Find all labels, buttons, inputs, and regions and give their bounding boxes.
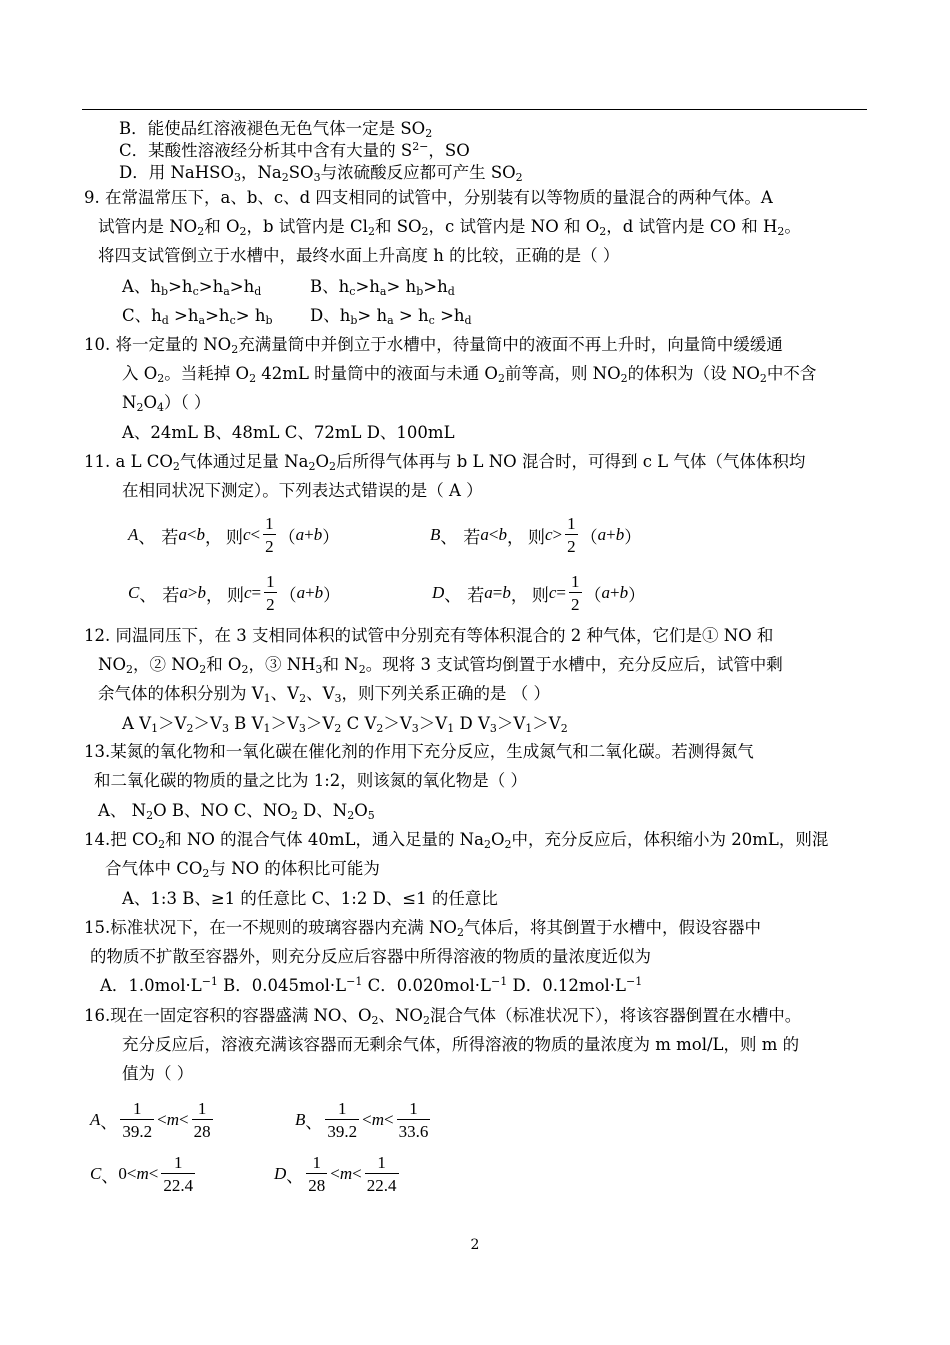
- q11-option-a: A 、 若 a < b ， 则 c < $\frac{1}{2}$ （ a + b ）: [128, 514, 340, 556]
- q16-option-d: D 、 $\frac{1}{28}$ < m < $\frac{1}{22.4}$: [274, 1153, 397, 1195]
- q16-line-2: 充分反应后，溶液充满该容器而无剩余气体，所得溶液的物质的量浓度为 m mol/L，则 m 的: [122, 1035, 800, 1054]
- q9-option-c: C、$h_d >h_a>h_c> h_b$: [122, 306, 273, 327]
- q11-option-c: C 、 若 a > b ， 则 c = $\frac{1}{2}$ （ a + b ）: [128, 572, 341, 614]
- q16-option-b: B 、 $\frac{1}{39.2}$ < m < $\frac{1}{33.6}$: [295, 1099, 429, 1141]
- q10-line-2: 入 $O_2$。当耗掉 $O_2$ 42mL 时量筒中的液面与未通 $O_2$前等高，则 $NO_2$的体积为（设 $NO_2$中不含: [122, 364, 817, 385]
- q13-line-2: 和二氧化碳的物质的量之比为 1:2，则该氮的氧化物是（ ）: [94, 771, 528, 790]
- fraction-1-over-33-6: $\frac{1}{33.6}$: [398, 1099, 429, 1141]
- q12-line-2: $NO_2$，② $NO_2$和 $O_2$，③ $NH_3$和 $N_2$。现将 3 支试管均倒置于水槽中，充分反应后，试管中剩: [98, 655, 783, 676]
- q9-line-2: 试管内是 $NO_2$和 $O_2$，b 试管内是 $Cl_2$和 $SO_2$，c 试管内是 NO 和 $O_2$，d 试管内是 CO 和 $H_2$。: [98, 217, 801, 238]
- fraction-half: $\frac{1}{2}$: [266, 572, 275, 614]
- fraction-half: $\frac{1}{2}$: [567, 514, 576, 556]
- q13-options: A、 $N_2O$ B、NO C、$NO_2$ D、$N_2O_5$: [98, 801, 375, 822]
- q15-line-2: 的物质不扩散至容器外，则充分反应后容器中所得溶液的物质的量浓度近似为: [90, 947, 651, 966]
- header-rule: [82, 109, 867, 110]
- fraction-1-over-39-2: $\frac{1}{39.2}$: [122, 1099, 153, 1141]
- q10-line-1: 10. 将一定量的 $NO_2$充满量筒中并倒立于水槽中，待量筒中的液面不再上升时，向量筒中缓缓通: [84, 335, 783, 356]
- q12-line-1: 12. 同温同压下，在 3 支相同体积的试管中分别充有等体积混合的 2 种气体，它们是① NO 和: [84, 626, 774, 645]
- q16-line-1: 16.现在一固定容积的容器盛满 NO、$O_2$、$NO_2$混合气体（标准状况下），将该容器倒置在水槽中。: [84, 1006, 802, 1027]
- q8-option-d: D．用 NaHSO$_3$，$Na_2SO_3$与浓硫酸反应都可产生 $SO_2$: [119, 163, 523, 184]
- q10-options: A、24mL B、48mL C、72mL D、100mL: [122, 423, 455, 442]
- fraction-1-over-39-2: $\frac{1}{39.2}$: [327, 1099, 358, 1141]
- page-number: 2: [470, 1237, 480, 1253]
- q12-line-3: 余气体的体积分别为 $V_1$、$V_2$、$V_3$，则下列关系正确的是 （ ）: [98, 684, 551, 705]
- q11-line-1: 11. a L $CO_2$气体通过足量 $Na_2O_2$后所得气体再与 b L NO 混合时，可得到 c L 气体（气体体积均: [84, 452, 806, 473]
- q13-line-1: 13.某氮的氧化物和一氧化碳在催化剂的作用下充分反应，生成氮气和二氧化碳。若测得氮气: [84, 742, 754, 761]
- q9-line-3: 将四支试管倒立于水槽中，最终水面上升高度 h 的比较，正确的是（ ）: [98, 246, 620, 265]
- q11-option-d: D 、 若 a = b ， 则 c = $\frac{1}{2}$ （ a + b ）: [432, 572, 646, 614]
- q9-line-1: 9. 在常温常压下，a、b、c、d 四支相同的试管中，分别装有以等物质的量混合的两种气体。A: [84, 188, 773, 207]
- fraction-1-over-28: $\frac{1}{28}$: [308, 1153, 326, 1195]
- q14-line-2: 合气体中 $CO_2$与 NO 的体积比可能为: [105, 859, 380, 880]
- q14-line-1: 14.把 $CO_2$和 NO 的混合气体 40mL，通入足量的 $Na_2O_2$中，充分反应后，体积缩小为 20mL，则混: [84, 830, 829, 851]
- fraction-1-over-22-4: $\frac{1}{22.4}$: [366, 1153, 397, 1195]
- q16-option-c: C 、 0 < m < $\frac{1}{22.4}$: [90, 1153, 194, 1195]
- fraction-half: $\frac{1}{2}$: [265, 514, 274, 556]
- q11-line-2: 在相同状况下测定）。下列表达式错误的是（ A ）: [122, 481, 483, 500]
- q9-option-a: A、$h_b>h_c>h_a>h_d$: [122, 277, 262, 298]
- q8-option-b: B．能使品红溶液褪色无色气体一定是 $SO_2$: [119, 119, 433, 140]
- fraction-1-over-22-4: $\frac{1}{22.4}$: [163, 1153, 194, 1195]
- q9-option-d: D、$h_b> h_a > h_c >h_d$: [310, 306, 472, 327]
- q12-options: A $V_1>V_2>V_3$ B $V_1>V_3>V_2$ C $V_2>V_3>V_1$ D $V_3>V_1>V_2$: [122, 714, 568, 735]
- fraction-1-over-28: $\frac{1}{28}$: [193, 1099, 211, 1141]
- q16-line-3: 值为（ ）: [122, 1064, 194, 1083]
- q14-options: A、1:3 B、≥1 的任意比 C、1:2 D、≤1 的任意比: [122, 889, 498, 908]
- q9-option-b: B、$h_c>h_a> h_b>h_d$: [310, 277, 455, 298]
- q16-option-a: A 、 $\frac{1}{39.2}$ < m < $\frac{1}{28}$: [90, 1099, 211, 1141]
- q15-options: A．$1.0mol\cdot L^{-1}$ B．$0.045mol\cdot L^{-1}$ C．$0.020mol\cdot L^{-1}$ D．$0.12mol\cdot L^{-1}$: [100, 975, 643, 995]
- q10-line-3: $N_2O_4$）（ ）: [122, 393, 211, 414]
- q8-option-c: C．某酸性溶液经分析其中含有大量的 $S^{2-}$，SO: [119, 140, 470, 160]
- q15-line-1: 15.标准状况下，在一不规则的玻璃容器内充满 $NO_2$气体后，将其倒置于水槽中，假设容器中: [84, 918, 761, 939]
- fraction-half: $\frac{1}{2}$: [571, 572, 580, 614]
- q11-option-b: B 、 若 a < b ， 则 c > $\frac{1}{2}$ （ a + b ）: [430, 514, 642, 556]
